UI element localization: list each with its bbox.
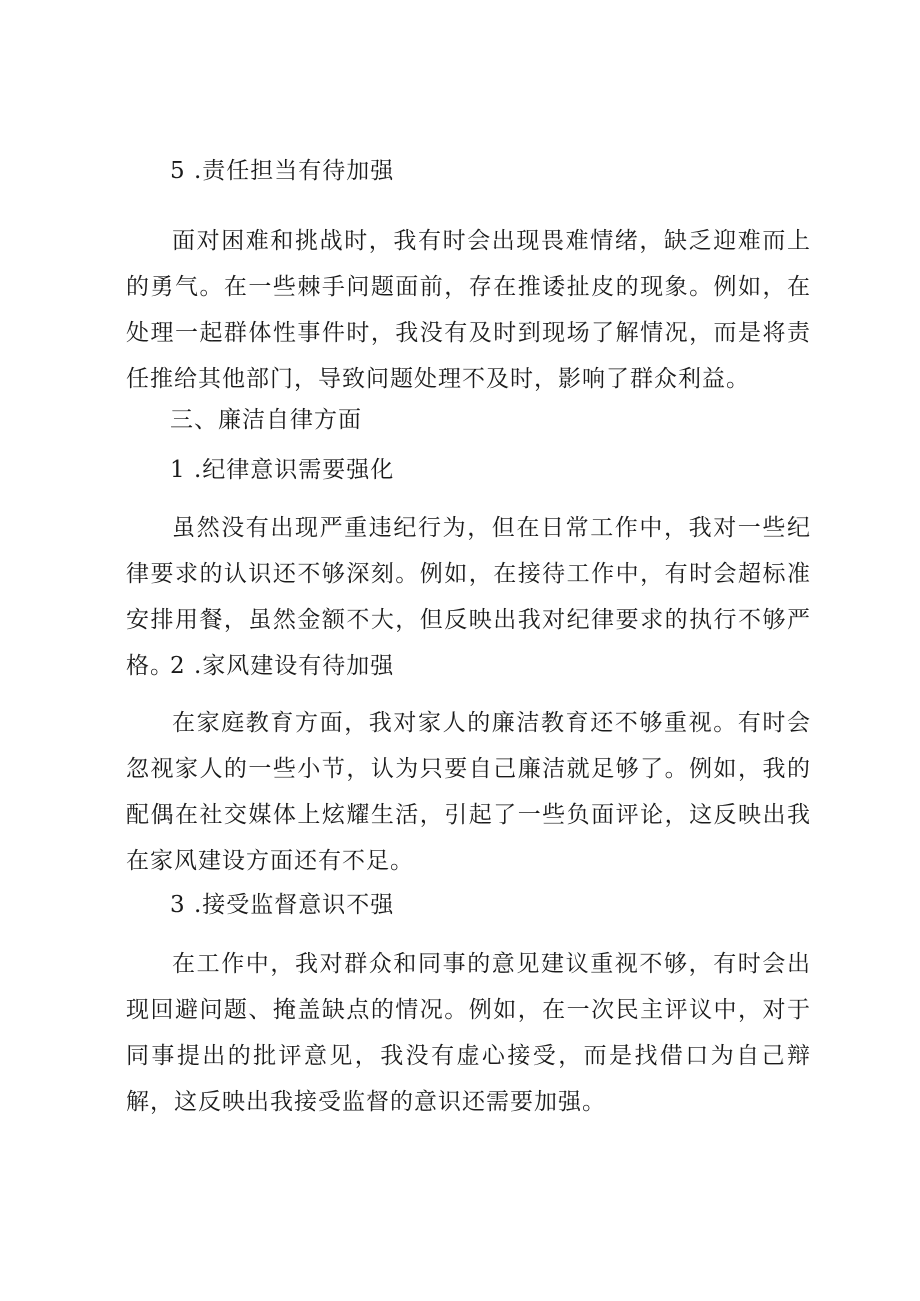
paragraph-3: 在工作中，我对群众和同事的意见建议重视不够，有时会出现回避问题、掩盖缺点的情况。例如，在一次民主评议中，对于同事提出的批评意见，我没有虚心接受，而是找借口为自己辩解，这反映出我接受监督的意识还需要加强。 <box>126 951 811 1115</box>
paragraph-1: 虽然没有出现严重违纪行为，但在日常工作中，我对一些纪律要求的认识还不够深刻。例如，在接待工作中，有时会超标准安排用餐，虽然金额不大，但反映出我对纪律要求的执行不够严格。 <box>126 515 811 679</box>
paragraph-2: 在家庭教育方面，我对家人的廉洁教育还不够重视。有时会忽视家人的一些小节，认为只要自己廉洁就足够了。例如，我的配偶在社交媒体上炫耀生活，引起了一些负面评论，这反映出我在家风建设方面还有不足。 <box>126 710 811 874</box>
section-heading-3: 3 .接受监督意识不强 <box>170 892 395 918</box>
section-heading-5: 5 .责任担当有待加强 <box>170 158 395 184</box>
section-heading-1: 1 .纪律意识需要强化 <box>170 457 395 483</box>
part-heading-3: 三、廉洁自律方面 <box>170 407 362 433</box>
paragraph-5: 面对困难和挑战时，我有时会出现畏难情绪，缺乏迎难而上的勇气。在一些棘手问题面前，存在推诿扯皮的现象。例如，在处理一起群体性事件时，我没有及时到现场了解情况，而是将责任推给其他部门，导致问题处理不及时，影响了群众利益。 <box>126 228 811 392</box>
section-heading-2: 2 .家风建设有待加强 <box>170 653 395 679</box>
